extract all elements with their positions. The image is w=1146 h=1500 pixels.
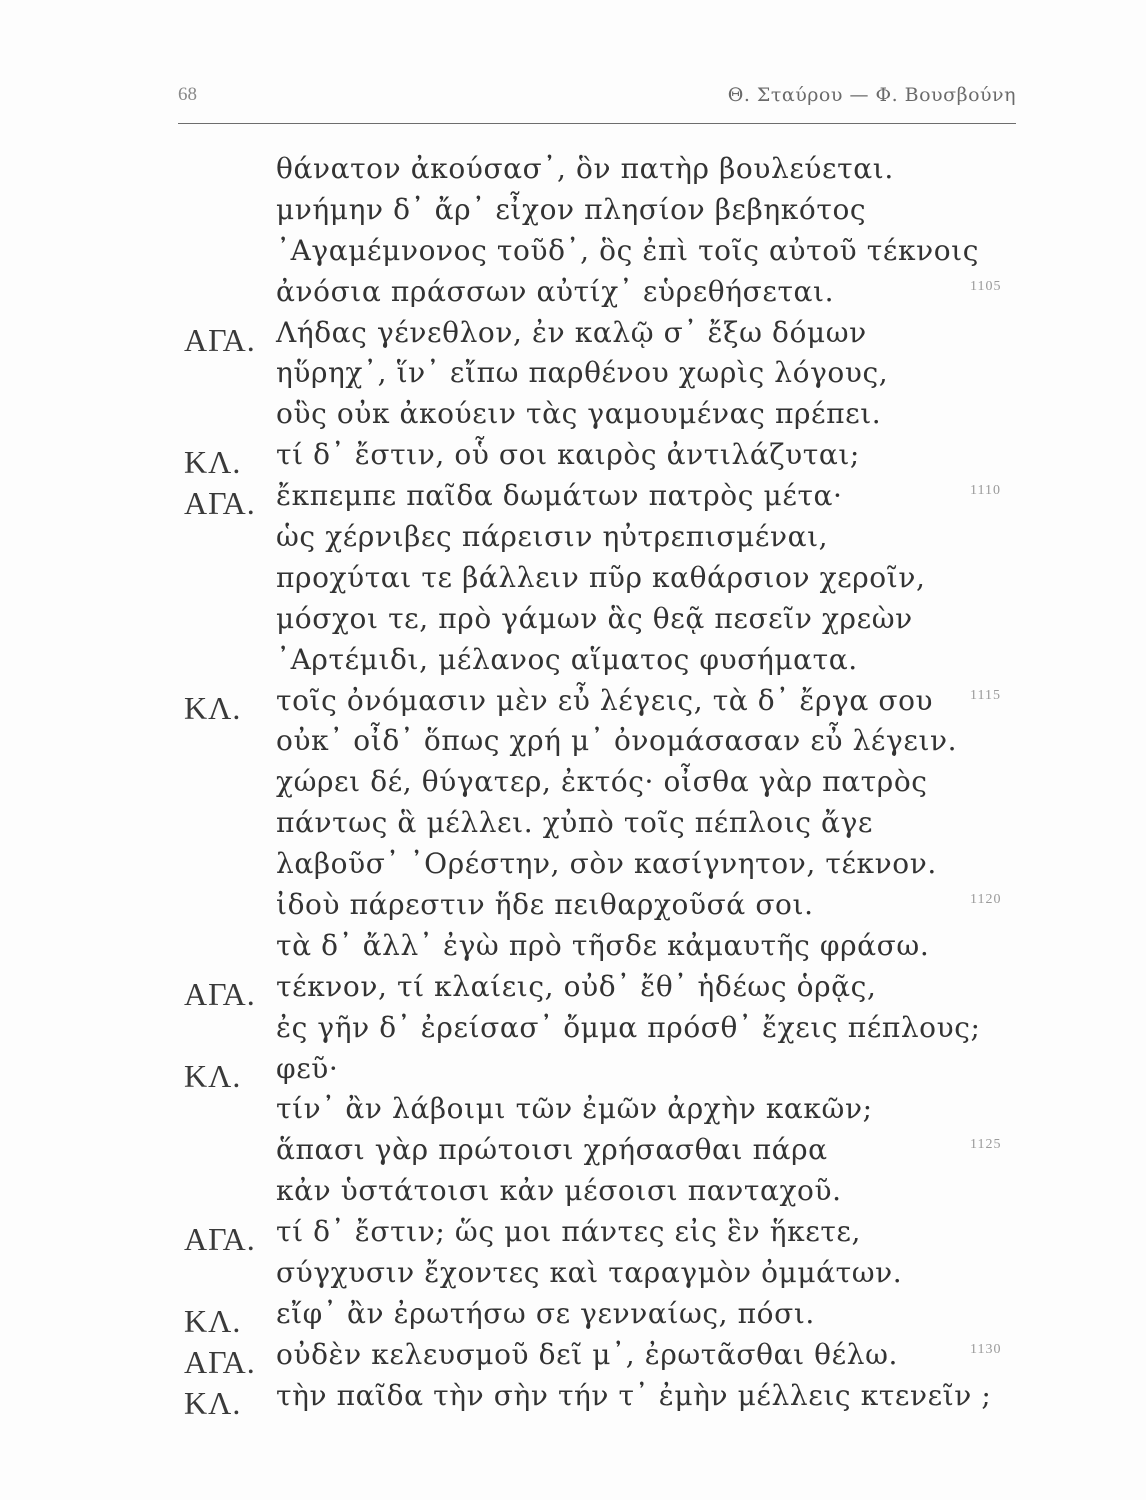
speaker-label: ΚΛ. — [184, 689, 242, 726]
verse-text-line: ᾿Αγαμέμνονος τοῦδ᾿, ὃς ἐπὶ τοῖς αὐτοῦ τέκνοις — [276, 233, 980, 267]
verse-line — [184, 356, 1024, 397]
verse-line — [184, 1297, 1024, 1338]
verse-line — [184, 602, 1024, 643]
verse-line — [184, 684, 1024, 725]
verse-line — [184, 234, 1024, 275]
speaker-label: ΑΓΑ. — [184, 321, 256, 358]
verse-line — [184, 193, 1024, 234]
verse-text-line: πάντως ἃ μέλλει. χὐπὸ τοῖς πέπλοις ἄγε — [276, 806, 874, 840]
verse-line — [184, 765, 1024, 806]
verse-text-line: μνήμην δ᾿ ἄρ᾿ εἶχον πλησίον βεβηκότος — [276, 192, 867, 226]
verse-line — [184, 1092, 1024, 1133]
verse-line — [184, 806, 1024, 847]
verse-text-line: ἀνόσια πράσσων αὐτίχ᾿ εὑρεθήσεται. — [276, 274, 835, 308]
verse-text-line: οὐκ᾿ οἶδ᾿ ὅπως χρή μ᾿ ὀνομάσασαν εὖ λέγειν. — [276, 724, 958, 758]
verse-text-line: φεῦ· — [276, 1051, 339, 1085]
header-rule — [178, 123, 1016, 124]
running-title: Θ. Σταύρου — Φ. Βουσβούνη — [727, 84, 1016, 106]
verse-text-line: οὓς οὐκ ἀκούειν τὰς γαμουμένας πρέπει. — [276, 397, 882, 431]
speaker-label: ΑΓΑ. — [184, 975, 256, 1012]
line-number: 1125 — [970, 1137, 1002, 1153]
verse-text-line: μόσχοι τε, πρὸ γάμων ἃς θεᾷ πεσεῖν χρεὼν — [276, 601, 913, 635]
verse-line — [184, 152, 1024, 193]
line-number: 1115 — [970, 687, 1001, 703]
line-number: 1105 — [970, 278, 1002, 294]
verse-line — [184, 561, 1024, 602]
verse-text-line: ἰδοὺ πάρεστιν ἥδε πειθαρχοῦσά σοι. — [276, 888, 814, 922]
line-number: 1130 — [970, 1341, 1002, 1357]
verse-text-line: ἐς γῆν δ᾿ ἐρείσασ᾿ ὄμμα πρόσθ᾿ ἔχεις πέπλους; — [276, 1010, 981, 1044]
verse-text-line: ἅπασι γὰρ πρώτοισι χρήσασθαι πάρα — [276, 1133, 828, 1167]
verse-line — [184, 1174, 1024, 1215]
verse-line — [184, 275, 1024, 316]
verse-text-line: οὐδὲν κελευσμοῦ δεῖ μ᾿, ἐρωτᾶσθαι θέλω. — [276, 1337, 899, 1371]
verse-text-line: τὴν παῖδα τὴν σὴν τήν τ᾿ ἐμὴν μέλλεις κτενεῖν ; — [276, 1378, 992, 1412]
verse-text-line: λαβοῦσ᾿ ᾿Ορέστην, σὸν κασίγνητον, τέκνον. — [276, 847, 937, 881]
verse-line — [184, 1215, 1024, 1256]
verse-line — [184, 1256, 1024, 1297]
verse-line — [184, 1133, 1024, 1174]
verse-line — [184, 316, 1024, 357]
line-number: 1120 — [970, 892, 1002, 908]
verse-text-line: ἔκπεμπε παῖδα δωμάτων πατρὸς μέτα· — [276, 479, 843, 513]
verse-text-line: προχύται τε βάλλειν πῦρ καθάρσιον χεροῖν, — [276, 560, 926, 594]
verse-text-line: τὰ δ᾿ ἄλλ᾿ ἐγὼ πρὸ τῆσδε κἀμαυτῆς φράσω. — [276, 928, 930, 962]
verse-line — [184, 1338, 1024, 1379]
verse-text-line: τοῖς ὀνόμασιν μὲν εὖ λέγεις, τὰ δ᾿ ἔργα σου — [276, 683, 934, 717]
verse-text-line: τίν᾿ ἂν λάβοιμι τῶν ἐμῶν ἀρχὴν κακῶν; — [276, 1092, 873, 1126]
verse-line — [184, 479, 1024, 520]
verse-line — [184, 1011, 1024, 1052]
speaker-label: ΑΓΑ. — [184, 1343, 256, 1380]
verse-line — [184, 724, 1024, 765]
verse-text-line: θάνατον ἀκούσασ᾿, ὃν πατὴρ βουλεύεται. — [276, 152, 894, 185]
verse-line — [184, 643, 1024, 684]
verse-text-line: σύγχυσιν ἔχοντες καὶ ταραγμὸν ὀμμάτων. — [276, 1256, 903, 1290]
verse-text-line: ᾿Αρτέμιδι, μέλανος αἵματος φυσήματα. — [276, 642, 858, 676]
verse-line — [184, 929, 1024, 970]
verse-text-line: χώρει δέ, θύγατερ, ἐκτός· οἶσθα γὰρ πατρὸς — [276, 765, 928, 799]
speaker-label: ΑΓΑ. — [184, 485, 256, 522]
verse-line — [184, 520, 1024, 561]
speaker-label: ΑΓΑ. — [184, 1221, 256, 1258]
verse-text-line: εἴφ᾿ ἂν ἐρωτήσω σε γενναίως, πόσι. — [276, 1296, 815, 1330]
verse-line — [184, 1379, 1024, 1420]
verse-text-line: Λήδας γένεθλον, ἐν καλῷ σ᾿ ἔξω δόμων — [276, 315, 867, 349]
verse-line — [184, 438, 1024, 479]
verse-text-line: κἀν ὑστάτοισι κἀν μέσοισι πανταχοῦ. — [276, 1174, 842, 1208]
line-number: 1110 — [970, 483, 1001, 499]
verse-line — [184, 888, 1024, 929]
verse-text-line: τέκνον, τί κλαίεις, οὐδ᾿ ἔθ᾿ ἡδέως ὁρᾷς, — [276, 969, 877, 1003]
page-number: 68 — [178, 84, 197, 105]
running-head — [178, 84, 1016, 114]
verse-text — [184, 152, 1024, 1420]
verse-text-line: τί δ᾿ ἔστιν; ὥς μοι πάντες εἰς ἓν ἥκετε, — [276, 1215, 862, 1249]
verse-line — [184, 970, 1024, 1011]
verse-text-line: ηὕρηχ᾿, ἵν᾿ εἴπω παρθένου χωρὶς λόγους, — [276, 356, 889, 390]
speaker-label: ΚΛ. — [184, 1384, 242, 1421]
verse-line — [184, 847, 1024, 888]
speaker-label: ΚΛ. — [184, 1302, 242, 1339]
verse-line — [184, 1052, 1024, 1093]
verse-text-line: τί δ᾿ ἔστιν, οὗ σοι καιρὸς ἀντιλάζυται; — [276, 438, 860, 472]
verse-line — [184, 397, 1024, 438]
verse-text-line: ὡς χέρνιβες πάρεισιν ηὐτρεπισμέναι, — [276, 520, 829, 554]
speaker-label: ΚΛ. — [184, 444, 242, 481]
speaker-label: ΚΛ. — [184, 1057, 242, 1094]
